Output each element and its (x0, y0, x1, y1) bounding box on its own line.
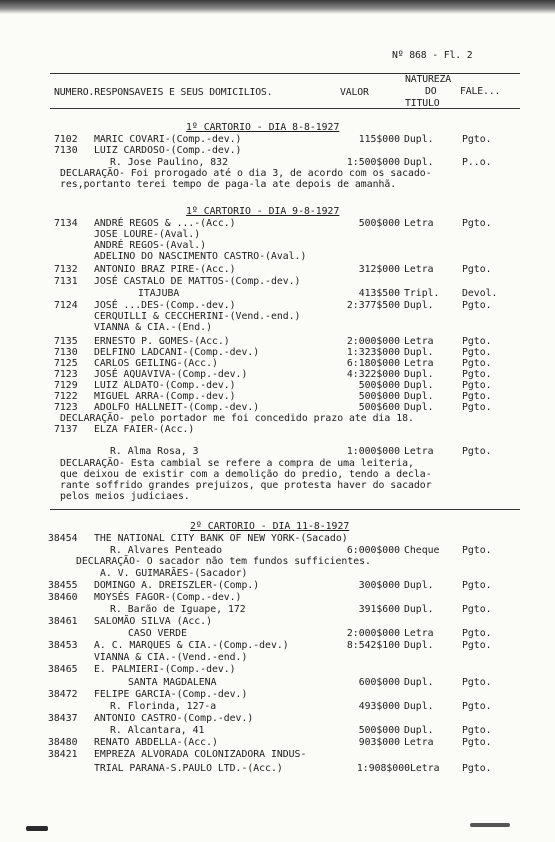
row-address: R. Florinda, 127-a (110, 701, 217, 712)
row-value: 312$000 (358, 264, 400, 275)
row-value: 6:000$000 (346, 545, 400, 556)
row-value: 115$000 (358, 134, 400, 145)
row-nature: Letra (404, 446, 434, 457)
declaration-line: res,portanto terei tempo de paga-la ate depois de amanhã. (60, 179, 397, 190)
row-number: 38453 (48, 640, 78, 651)
row-status: Pgto. (462, 446, 492, 457)
row-nature: Dupl. (404, 347, 434, 358)
row-description: LUIZ CARDOSO-(Comp.-dev.) (94, 145, 242, 156)
row-description: RENATO ABDELLA-(Acc.) (94, 737, 218, 748)
row-nature: Letra (404, 218, 434, 229)
declaration-line: DECLARAÇÃO- pelo portador me foi concedido prazo ate dia 18. (60, 413, 414, 424)
row-value: 493$000 (358, 701, 400, 712)
row-status: Pgto. (462, 358, 492, 369)
row-number: 38461 (48, 616, 78, 627)
row-address: SANTA MAGDALENA (128, 677, 217, 688)
row-address: R. Jose Paulino, 832 (110, 157, 228, 168)
row-address: R. Alcantara, 41 (110, 725, 205, 736)
row-status: Pgto. (462, 264, 492, 275)
row-nature: Letra (404, 628, 434, 639)
row-number: 38454 (48, 533, 78, 544)
page-reference: Nº 868 - Fl. 2 (392, 50, 473, 61)
row-status: Pgto. (462, 391, 492, 402)
section-title: 2º CARTORIO - DIA 11-8-1927 (190, 521, 350, 532)
row-nature: Dupl. (404, 640, 434, 651)
declaration-line: rante soffrido grandes prejuizos, que protesta haver do sacador (60, 480, 432, 491)
row-description: JOSE LOURE-(Aval.) (94, 229, 201, 240)
row-nature: Letra (404, 358, 434, 369)
declaration-line: DECLARAÇÃO- Esta cambial se refere a compra de uma leiteria, (60, 458, 414, 469)
row-nature: Cheque (404, 545, 440, 556)
row-address: CASO VERDE (128, 628, 187, 639)
row-number: 7123 (54, 369, 78, 380)
row-number: 7123 (54, 402, 78, 413)
row-number: 7125 (54, 358, 78, 369)
header-numero: NUMERO.RESPONSAVEIS E SEUS DOMICILIOS. (54, 87, 273, 98)
row-value: 2:000$000 (346, 336, 400, 347)
row-value: 413$500 (358, 288, 400, 299)
row-value: 2:000$000 (346, 628, 400, 639)
row-nature: Dupl. (404, 402, 434, 413)
row-number: 7137 (54, 424, 78, 435)
row-description: ANDRÉ REGOS-(Aval.) (94, 240, 207, 251)
row-status: Devol. (462, 288, 498, 299)
header-falencia: FALE... (460, 86, 501, 97)
row-value: 300$000 (358, 580, 400, 591)
row-status: Pgto. (462, 725, 492, 736)
row-status: Pgto. (462, 347, 492, 358)
row-address: ITAJUBA (138, 288, 180, 299)
row-value: 391$600 (358, 604, 400, 615)
scan-top-shadow (0, 0, 555, 14)
header-bottom-rule (50, 108, 520, 109)
row-description: VIANNA & CIA.-(End.) (94, 322, 212, 333)
row-description: ANTONIO BRAZ PIRE-(Acc.) (94, 264, 236, 275)
row-status: Pgto. (462, 300, 492, 311)
row-description: A. V. GUIMARÃES-(Sacador) (100, 568, 248, 579)
row-description: TRIAL PARANA-S.PAULO LTD.-(Acc.) (94, 763, 283, 774)
row-status: Pgto. (462, 604, 492, 615)
row-description: LUIZ ALDATO-(Comp.-dev.) (94, 380, 236, 391)
row-description: E. PALMIERI-(Comp.-dev.) (94, 664, 236, 675)
row-description: FELIPE GARCIA-(Comp.-dev.) (94, 689, 248, 700)
row-nature: Dupl. (404, 391, 434, 402)
row-description: SALOMÃO SILVA (Acc.) (94, 616, 212, 627)
section-title: 1º CARTORIO - DIA 9-8-1927 (186, 206, 340, 217)
row-number: 7134 (54, 218, 78, 229)
row-description: ANTONIO CASTRO-(Comp.-dev.) (94, 713, 254, 724)
row-number: 7130 (54, 145, 78, 156)
section-divider (50, 509, 520, 510)
row-nature: Tripl. (404, 288, 440, 299)
declaration-line: DECLARAÇÃO- O sacador não tem fundos sufficientes. (76, 556, 371, 567)
row-value: 600$000 (358, 677, 400, 688)
row-description: JOSÉ AQUAVIVA-(Comp.-dev.) (94, 369, 248, 380)
row-nature: Letra (404, 737, 434, 748)
row-value: 500$000 (358, 380, 400, 391)
section-title: 1º CARTORIO - DIA 8-8-1927 (186, 122, 340, 133)
row-nature: Dupl. (404, 157, 434, 168)
declaration-line: pelos meios judiciaes. (60, 491, 190, 502)
row-nature: Letra (404, 336, 434, 347)
row-description: ANDRÉ REGOS & ...-(Acc.) (94, 218, 236, 229)
header-do: DO (425, 86, 437, 97)
row-number: 38455 (48, 580, 78, 591)
row-nature: Letra (404, 264, 434, 275)
row-number: 38460 (48, 592, 78, 603)
row-status: P..o. (462, 157, 492, 168)
row-number: 7129 (54, 380, 78, 391)
row-description: JOSÉ ...DES-(Comp.-dev.) (94, 300, 236, 311)
row-number: 38465 (48, 664, 78, 675)
row-nature: Dupl. (404, 677, 434, 688)
row-number: 7122 (54, 391, 78, 402)
scan-smudge (470, 823, 510, 827)
row-description: DELFINO LADCANI-(Comp.-dev.) (94, 347, 260, 358)
row-number: 38437 (48, 713, 78, 724)
row-status: Pgto. (462, 737, 492, 748)
row-value: 500$600 (358, 402, 400, 413)
row-nature: Dupl. (404, 380, 434, 391)
row-nature: Dupl. (404, 300, 434, 311)
row-status: Pgto. (462, 369, 492, 380)
row-status: Pgto. (462, 628, 492, 639)
row-number: 7124 (54, 300, 78, 311)
row-number: 7102 (54, 134, 78, 145)
row-description: CARLOS GEILING-(Acc.) (94, 358, 218, 369)
row-nature: Dupl. (404, 725, 434, 736)
row-description: EMPREZA ALVORADA COLONIZADORA INDUS- (94, 749, 307, 760)
row-value: 903$000 (358, 737, 400, 748)
row-nature: Letra (410, 763, 440, 774)
row-number: 38421 (48, 749, 78, 760)
scan-smudge (26, 826, 48, 831)
row-value: 500$000 (358, 391, 400, 402)
row-status: Pgto. (462, 218, 492, 229)
row-status: Pgto. (462, 545, 492, 556)
row-description: MOYSÉS FAGOR-(Comp.-dev.) (94, 592, 242, 603)
row-description: CERQUILLI & CECCHERINI-(Vend.-end.) (94, 311, 301, 322)
row-value: 1:908$000 (356, 763, 410, 774)
declaration-line: que deixou de existir com a demolição do predio, tendo a decla- (60, 469, 432, 480)
header-natureza: NATUREZA (405, 74, 451, 85)
row-status: Pgto. (462, 134, 492, 145)
row-value: 1:000$000 (346, 446, 400, 457)
row-number: 7130 (54, 347, 78, 358)
row-description: ADELINO DO NASCIMENTO CASTRO-(Aval.) (94, 251, 307, 262)
row-value: 2:377$500 (346, 300, 400, 311)
header-titulo: TITULO (405, 98, 440, 109)
row-description: A. C. MARQUES & CIA.-(Comp.-dev.) (94, 640, 289, 651)
row-value: 500$000 (358, 725, 400, 736)
row-number: 38472 (48, 689, 78, 700)
row-description: DOMINGO A. DREISZLER-(Comp.) (94, 580, 260, 591)
row-description: ELZA FAIER-(Acc.) (94, 424, 195, 435)
row-value: 4:322$000 (346, 369, 400, 380)
row-address: R. Alvares Penteado (110, 545, 223, 556)
row-address: R. Alma Rosa, 3 (110, 446, 199, 457)
row-number: 38480 (48, 737, 78, 748)
row-status: Pgto. (462, 701, 492, 712)
row-value: 8:542$100 (346, 640, 400, 651)
row-nature: Dupl. (404, 369, 434, 380)
row-description: MIGUEL ARRA-(Comp.-dev.) (94, 391, 236, 402)
row-value: 1:500$000 (346, 157, 400, 168)
row-status: Pgto. (462, 336, 492, 347)
row-number: 7135 (54, 336, 78, 347)
row-nature: Dupl. (404, 604, 434, 615)
row-description: THE NATIONAL CITY BANK OF NEW YORK-(Sacado) (94, 533, 348, 544)
row-address: R. Barão de Iguape, 172 (110, 604, 246, 615)
header-valor: VALOR (340, 87, 369, 98)
row-status: Pgto. (462, 640, 492, 651)
row-description: ERNESTO P. GOMES-(Acc.) (94, 336, 230, 347)
row-status: Pgto. (462, 402, 492, 413)
row-status: Pgto. (462, 580, 492, 591)
declaration-line: DECLARAÇÃO- Foi prorogado até o dia 3, de acordo com os sacado- (60, 168, 432, 179)
row-number: 7131 (54, 276, 78, 287)
row-status: Pgto. (462, 763, 492, 774)
row-number: 7132 (54, 264, 78, 275)
row-description: ADOLFO HALLNEIT-(Comp.-dev.) (94, 402, 260, 413)
row-value: 1:323$000 (346, 347, 400, 358)
row-description: JOSÉ CASTALO DE MATTOS-(Comp.-dev.) (94, 276, 301, 287)
row-description: VIANNA & CIA.-(Vend.-end.) (94, 652, 248, 663)
row-value: 6:180$000 (346, 358, 400, 369)
row-value: 500$000 (358, 218, 400, 229)
row-nature: Dupl. (404, 134, 434, 145)
row-nature: Dupl. (404, 580, 434, 591)
row-nature: Dupl. (404, 701, 434, 712)
row-status: Pgto. (462, 380, 492, 391)
row-description: MARIC COVARI-(Comp.-dev.) (94, 134, 242, 145)
row-status: Pgto. (462, 677, 492, 688)
